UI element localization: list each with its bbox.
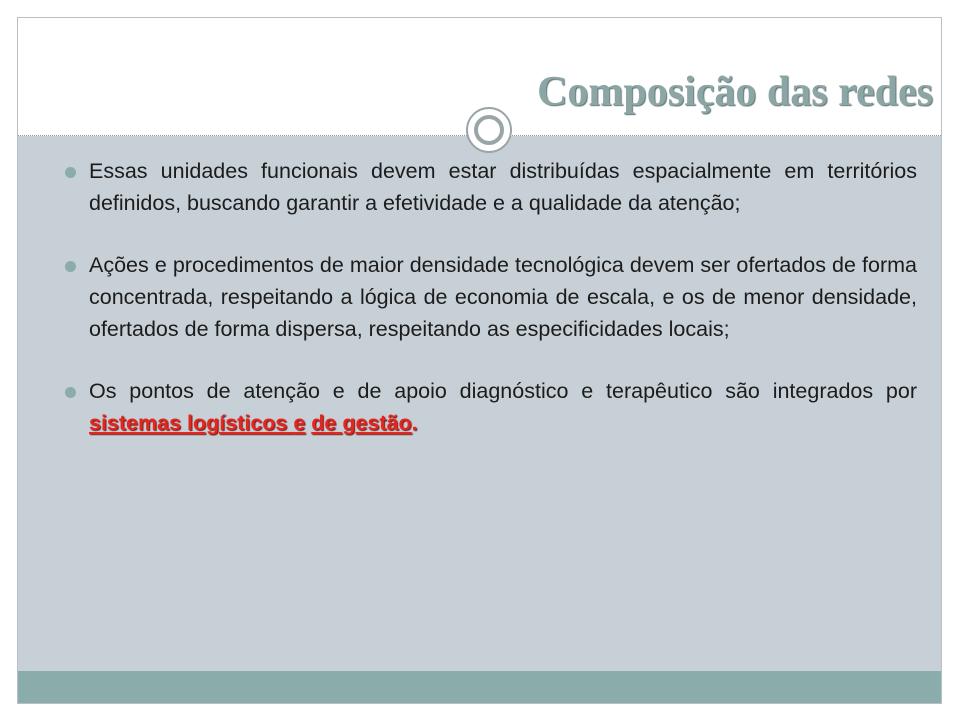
bullet-item-3 [65, 375, 917, 439]
highlight-de-gestao: de gestão [311, 411, 412, 435]
bullet-list [65, 155, 917, 469]
highlight-period: . [411, 411, 418, 435]
bullet-dot-icon [65, 167, 76, 178]
highlight-connector: e [293, 411, 306, 435]
slide [17, 17, 942, 704]
bullet-dot-icon [65, 387, 76, 398]
slide-title: Composição das redes [537, 69, 933, 115]
bullet-item-2 [65, 249, 917, 345]
circle-ornament-icon [466, 107, 512, 153]
highlight-sistemas-logisticos: sistemas logísticos [89, 411, 294, 435]
bullet-dot-icon [65, 261, 76, 272]
footer-bar [18, 671, 941, 704]
bullet-text: Ações e procedimentos de maior densidade tecnológica devem ser ofertados de forma concentrada, respeitando a lógica de economia de escala, e os de menor densidade, ofertados de forma dispersa, respeitando as especificidades locais; [89, 253, 917, 341]
bullet-item-1 [65, 155, 917, 219]
bullet-text: Essas unidades funcionais devem estar distribuídas espacialmente em territórios definidos, buscando garantir a efetividade e a qualidade da atenção; [89, 159, 917, 215]
bullet-text-before: Os pontos de atenção e de apoio diagnóstico e terapêutico são integrados por [89, 379, 917, 403]
